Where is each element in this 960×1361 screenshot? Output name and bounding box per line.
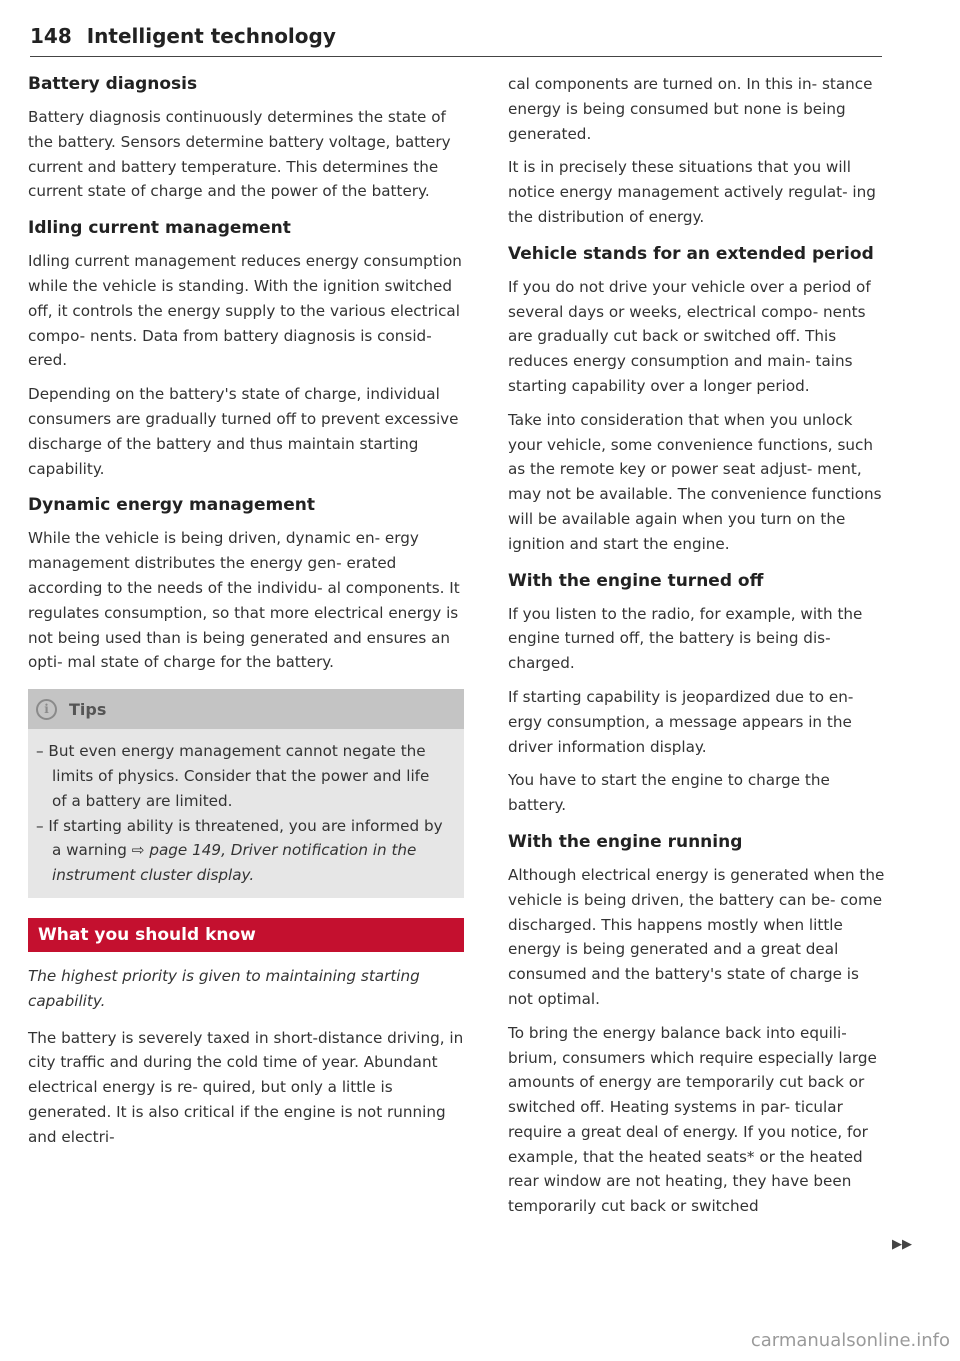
info-icon: i	[36, 699, 57, 720]
page-header	[30, 24, 882, 57]
engine-off-text-1: If you listen to the radio, for example, with the engine turned off, the battery is being dis- charged.	[508, 604, 863, 673]
battery-taxed-text: The battery is severely taxed in short-distance driving, in city traffic and during the cold time of year. Abundant electrical energy is re- quired, but only a little is generated. It is also critical if the engine is not running and electri-	[28, 1028, 464, 1146]
heading-dynamic-energy: Dynamic energy management	[28, 495, 315, 516]
engine-running-text-2: To bring the energy balance back into equili- brium, consumers which require especially large amounts of energy are temporarily cut back or switched off. Heating systems in par- ticular require a great deal of energy. If you notice, for example, that the heated seats* or the heated rear window are not heating, they have been temporarily cut back or switched	[508, 1023, 877, 1216]
watermark: carmanualsonline.info	[750, 1330, 950, 1351]
dynamic-energy-text: While the vehicle is being driven, dynamic en- ergy management distributes the energy gen- erated according to the needs of the individu- al components. It regulates consumption, so that more electrical energy is not being used than is being generated and ensures an opti- mal state of charge for the battery.	[28, 529, 460, 672]
heading-engine-off: With the engine turned off	[508, 570, 764, 591]
extended-text-1: If you do not drive your vehicle over a period of several days or weeks, electrical compo- nents are gradually cut back or switched off. This reduces energy consumption and main- tains starting capability over a longer period.	[508, 277, 871, 395]
chapter-title: Intelligent technology	[86, 24, 336, 48]
heading-battery-diagnosis: Battery diagnosis	[28, 74, 198, 94]
idling-text-2: Depending on the battery's state of charge, individual consumers are gradually turned off to prevent excessive discharge of the battery and thus maintain starting capability.	[28, 385, 459, 478]
page-number: 148	[30, 24, 72, 48]
tip-item-2-text: – If starting ability is threatened, you are informed by a warning	[36, 816, 443, 860]
heading-engine-running: With the engine running	[508, 831, 743, 852]
section-intro: The highest priority is given to maintaining starting capability.	[28, 966, 420, 1010]
tips-title: Tips	[69, 699, 107, 719]
engine-running-text-1: Although electrical energy is generated when the vehicle is being driven, the battery can be- come discharged. This happens mostly when little energy is being generated and a great deal consumed and the battery's state of charge is not optimal.	[508, 865, 885, 1008]
heading-extended-period: Vehicle stands for an extended period	[508, 243, 874, 264]
tips-body	[28, 729, 464, 898]
extended-text-2: Take into consideration that when you unlock your vehicle, some convenience functions, such as the remote key or power seat adjust- ment, may not be available. The convenience functions will be available again when you turn on the ignition and start the engine.	[508, 410, 882, 553]
battery-diagnosis-text: Battery diagnosis continuously determines the state of the battery. Sensors determine battery voltage, battery current and battery temperature. This determines the current state of charge and the power of the battery.	[28, 108, 451, 201]
left-column	[28, 72, 464, 1159]
page-reference-link[interactable]: page 149, Driver notification in the instrument cluster display.	[52, 841, 417, 885]
section-banner: What you should know	[28, 918, 464, 952]
right-column	[508, 72, 886, 1228]
page-ref-arrow-icon: ⇨	[131, 841, 145, 860]
tips-box	[28, 689, 464, 898]
tip-item-2	[36, 814, 446, 888]
tips-header	[28, 689, 464, 729]
idling-text-1: Idling current management reduces energy consumption while the vehicle is standing. With the ignition switched off, it controls the energy supply to the various electrical compo- nents. Data from battery diagnosis is consid- ered.	[28, 252, 462, 370]
continued-text: cal components are turned on. In this in- stance energy is being consumed but none is being generated.	[508, 75, 873, 143]
tip-item-1: – But even energy management cannot negate the limits of physics. Consider that the power and life of a battery are limited.	[36, 742, 430, 810]
continue-arrow-icon: ▶▶	[892, 1237, 912, 1252]
engine-off-text-2: If starting capability is jeopardized due to en- ergy consumption, a message appears in the driver information display.	[508, 687, 854, 756]
situations-text: It is in precisely these situations that you will notice energy management actively regulat- ing the distribution of energy.	[508, 158, 876, 226]
engine-off-text-3: You have to start the engine to charge the battery.	[508, 771, 830, 815]
heading-idling-current: Idling current management	[28, 218, 291, 239]
